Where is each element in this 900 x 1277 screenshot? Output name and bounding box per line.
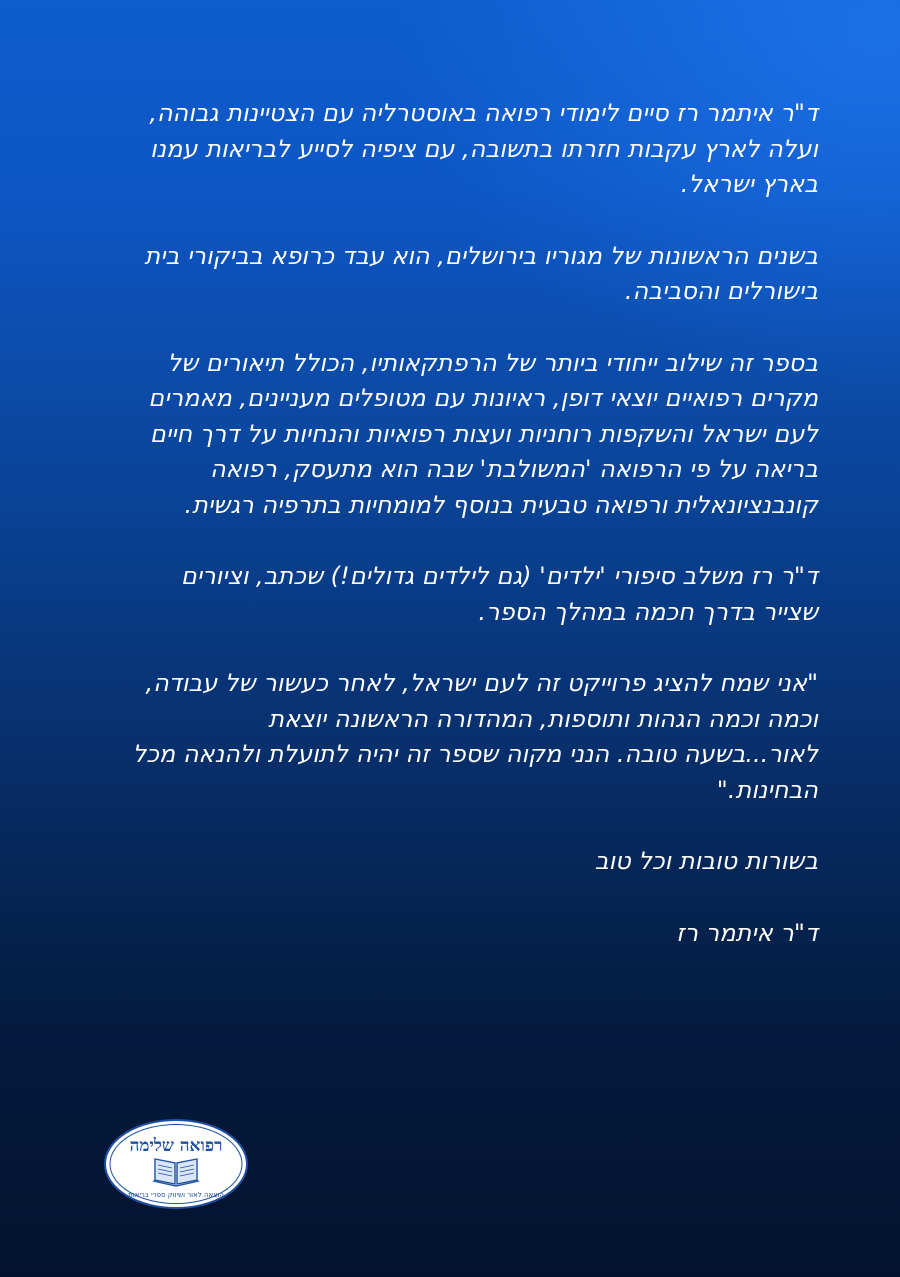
logo-subtitle: הוצאה לאור ושיווק ספרי בריאות <box>128 1191 224 1199</box>
bio-paragraph-2: בשנים הראשונות של מגוריו בירושלים, הוא עבד כרופא בביקורי בית בישורלים והסביבה. <box>144 241 818 305</box>
bio-paragraph-1: ד"ר איתמר רז סיים לימודי רפואה באוסטרליה עם הצטיינות גבוהה, ועלה לארץ עקבות חזרתו בתשובה, עם ציפיה לסייע לבריאות עמנו בארץ ישראל. <box>149 99 818 198</box>
closing-line: בשורות טובות וכל טוב <box>594 847 818 875</box>
bio-paragraph-3: בספר זה שילוב ייחודי ביותר של הרפתקאותיו, הכולל תיאורים של מקרים רפואיים יוצאי דופן, ראיונות עם מטופלים מעניינים, מאמרים לעם ישראל והשקפות רוחניות ועצות רפואיות והנחיות על דרך חיים בריאה על פי הרפואה 'המשולבת' שבה הוא מתעסק, רפואה קונבנציונאלית ורפואה טבעית בנוסף למומחיות בתרפיה רגשית. <box>148 348 818 519</box>
author-quote-paragraph: "אני שמח להציג פרוייקט זה לעם ישראל, לאחר כעשור של עבודה, וכמה וכמה הגהות ותוספות, המהדורה הראשונה יוצאת לאור...בשעה טובה. הנני מקוה שספר זה יהיה לתועלת ולהנאה מכל הבחינות." <box>132 669 818 804</box>
author-signature: ד"ר איתמר רז <box>676 918 818 947</box>
publisher-logo <box>103 1118 249 1210</box>
bio-paragraph-4: ד"ר רז משלב סיפורי 'ילדים' (גם לילדים גדולים!) שכתב, וציורים שצייר בדרך חכמה במהלך הספר. <box>180 562 818 626</box>
author-bio-text <box>96 96 818 951</box>
logo-title: רפואה שלימה <box>129 1136 223 1156</box>
